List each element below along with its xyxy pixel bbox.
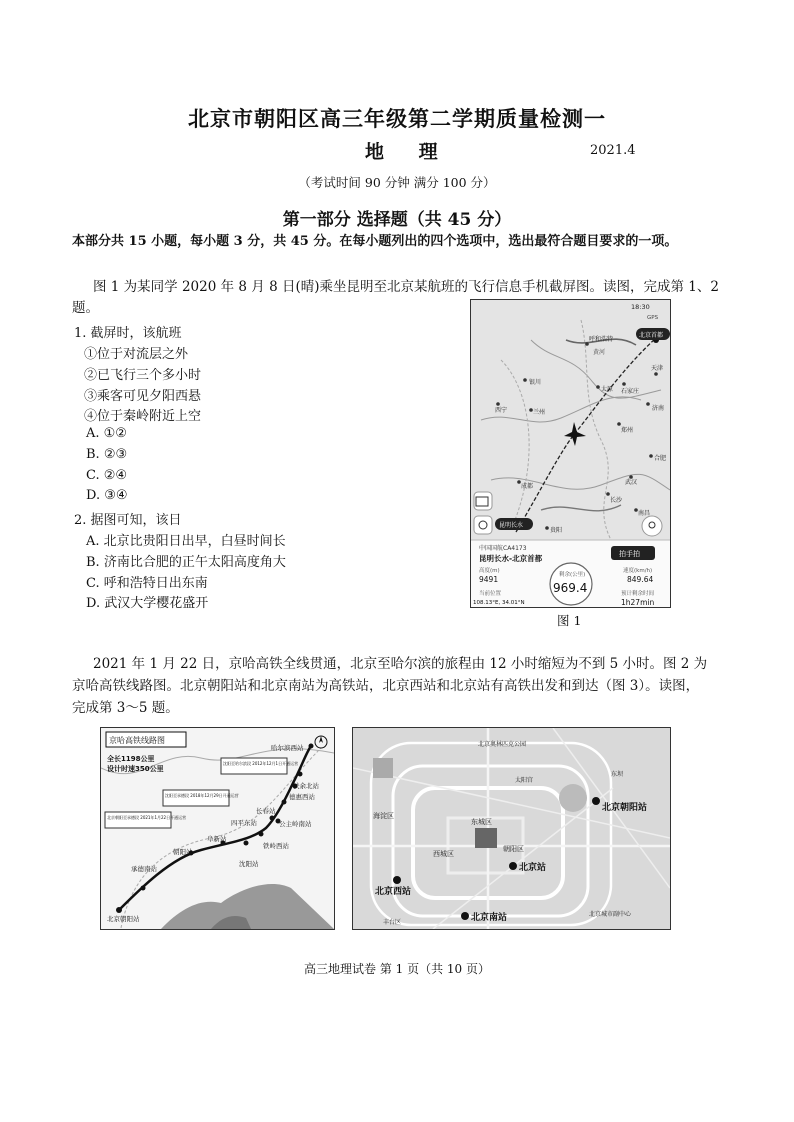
exam-date: 2021.4 [590,143,636,158]
station-label: 阜新站 [207,835,227,843]
map-label: 西宁 [495,407,508,414]
subject-title: 地 理 [365,141,452,163]
figure2-note: 北京朝阳至承德段 2021年1月22日开通运营 [107,815,187,820]
speed-value: 849.64 [627,575,654,584]
figure3-svg [353,728,670,929]
figure2-speed: 设计时速350公里 [107,765,164,773]
q2-option-c: C. 呼和浩特日出东南 [86,576,208,591]
map-label: 太原 [601,386,614,393]
altitude-label: 高度(m) [479,568,500,574]
figure2-note: 沈阳至承德段 2018年12月29日开通运营 [165,793,239,798]
position-label: 当前位置 [479,591,502,597]
dest-tag: 北京首都 [639,332,664,339]
map-label: 太阳宫 [515,777,534,784]
map-label: 兰州 [533,409,546,416]
station-marker [461,912,469,920]
q1-option-a: A. ①② [86,426,127,441]
altitude-value: 9491 [479,575,499,584]
locate-button[interactable] [642,516,662,536]
figure2-railway-map [100,727,335,930]
figure2-svg [101,728,334,929]
map-label: 呼和浩特 [589,336,614,343]
map-label: 北京奥林匹克公园 [478,741,527,748]
intro2-line1: 2021 年 1 月 22 日，京哈高铁全线贯通，北京至哈尔滨的旅程由 12 小时缩短为不到 5 小时。图 2 为 [93,656,708,672]
gallery-button[interactable] [474,492,492,510]
station-label: 朝阳站 [173,848,193,856]
map-label: 北京站 [519,863,547,873]
map-label: 黄河 [593,349,606,356]
station-label: 沈阳站 [239,860,259,868]
q1-statement: ②已飞行三个多小时 [84,368,202,383]
q1-statement: ④位于秦岭附近上空 [84,409,202,424]
gps-indicator: GPS [647,315,659,321]
station-label: 长春站 [256,807,276,815]
q2-option-d: D. 武汉大学樱花盛开 [86,596,209,611]
q1-statement: ③乘客可见夕阳西悬 [84,389,202,404]
map-label: 成都 [521,483,534,490]
q2-option-b: B. 济南比合肥的正午太阳高度角大 [86,555,286,570]
station-label: 公主岭南站 [279,820,312,828]
station-label: 德惠西站 [289,793,315,801]
map-label: 西城区 [433,850,454,858]
station-marker [393,876,401,884]
origin-tag: 昆明长水 [499,522,524,529]
intro2-line2: 京哈高铁线路图。北京朝阳站和北京南站为高铁站，北京西站和北京站有高铁出发和到达（图 3）。读图， [72,678,700,694]
map-label: 贵阳 [550,527,563,534]
station-label: 承德南站 [131,865,157,873]
q1-option-d: D. ③④ [86,488,128,503]
q1-option-b: B. ②③ [86,447,128,462]
q2-option-a: A. 北京比贵阳日出早，白昼时间长 [86,534,286,549]
station-marker [592,797,600,805]
map-label: 合肥 [654,455,667,462]
flight-number: 中国国航CA4173 [479,545,527,552]
figure2-title: 京哈高铁线路图 [109,736,165,745]
map-label: 东坝 [611,771,624,778]
time-left-label: 预计剩余时间 [621,591,655,597]
remaining-label: 剩余(公里) [559,572,586,578]
photo-button-label: 拍手拍 [619,550,640,558]
intro1-line1: 图 1 为某同学 2020 年 8 月 8 日(晴)乘坐昆明至北京某航班的飞行信息手机截屏图。读图，完成第 1、2 [93,279,719,295]
flight-route: 昆明长水-北京首都 [479,554,543,563]
map-label: 东城区 [471,818,492,826]
route-button[interactable] [474,516,492,534]
q1-stem: 1. 截屏时，该航班 [74,326,182,341]
figure1-phone-screenshot [470,299,671,608]
map-label: 北京南站 [471,913,508,923]
remaining-value: 969.4 [553,581,588,595]
figure1-map [471,300,670,607]
time-left-value: 1h27min [621,598,655,607]
q2-stem: 2. 据图可知，该日 [74,513,182,528]
map-label: 海淀区 [373,812,394,820]
station-label: 扶余北站 [293,782,319,790]
intro1-line2: 题。 [72,300,99,316]
map-label: 银川 [529,379,542,386]
part1-title: 第一部分 选择题（共 45 分） [282,210,512,230]
q1-statement: ①位于对流层之外 [84,347,189,362]
station-label: 铁岭西站 [263,842,289,850]
map-label: 朝阳区 [503,845,524,853]
map-label: 北京朝阳站 [602,803,648,813]
exam-info: （考试时间 90 分钟 满分 100 分） [298,175,496,190]
map-label: 济南 [652,405,665,412]
position-value: 108.13°E, 34.01°N [473,600,525,606]
speed-label: 速度(km/h) [623,568,653,574]
figure2-note: 沈阳至哈尔滨段 2012年12月1日开通运营 [223,761,299,766]
page-footer: 高三地理试卷 第 1 页（共 10 页） [304,962,490,976]
map-label: 郑州 [621,427,634,434]
map-label: 北京西站 [375,887,412,897]
intro2-line3: 完成第 3～5 题。 [72,700,179,716]
map-label: 天津 [651,365,664,372]
figure3-beijing-map [352,727,671,930]
part1-instructions: 本部分共 15 小题，每小题 3 分，共 45 分。在每小题列出的四个选项中，选出最符合题目要求的一项。 [72,234,678,249]
exam-title: 北京市朝阳区高三年级第二学期质量检测一 [188,106,606,131]
station-label: 北京朝阳站 [107,915,140,923]
station-label: 哈尔滨西站 [271,744,304,752]
map-label: 长沙 [610,497,623,504]
figure2-length: 全长1198公里 [107,755,155,763]
station-marker [509,862,517,870]
map-label: 石家庄 [621,388,640,395]
station-label: 四平东站 [231,819,257,827]
map-label: 武汉 [625,479,638,486]
figure1-caption: 图 1 [557,613,582,628]
status-time: 18:30 [631,303,650,311]
map-label: 北京城市副中心 [589,911,632,918]
map-label: 丰台区 [383,919,402,926]
q1-option-c: C. ②④ [86,468,128,483]
map-label: 南昌 [638,510,651,517]
